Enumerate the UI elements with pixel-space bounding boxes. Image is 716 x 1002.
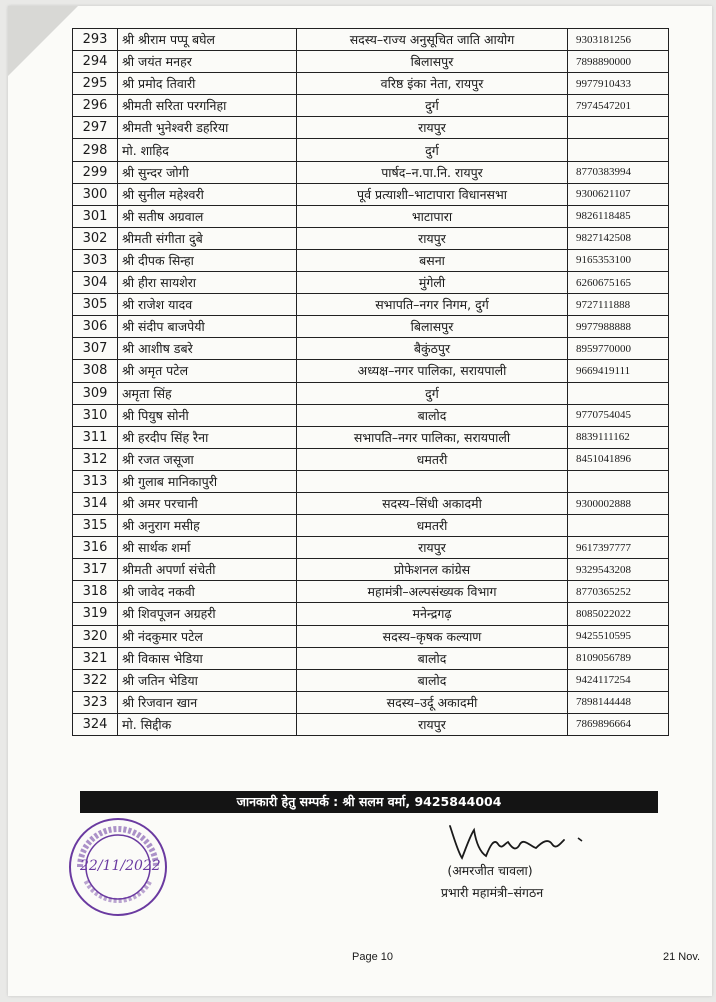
phone-cell: 9300621107 (568, 183, 669, 205)
serial-number-cell: 293 (73, 29, 118, 51)
serial-number-cell: 323 (73, 691, 118, 713)
place-cell: रायपुर (297, 227, 568, 249)
phone-cell: 9617397777 (568, 537, 669, 559)
table-row (73, 713, 669, 735)
place-cell: दुर्ग (297, 382, 568, 404)
serial-number-cell: 301 (73, 205, 118, 227)
phone-cell: 9977988888 (568, 316, 669, 338)
phone-cell: 9770754045 (568, 404, 669, 426)
place-cell: सभापति–नगर निगम, दुर्ग (297, 294, 568, 316)
table-row (73, 647, 669, 669)
name-cell: श्री अमृत पटेल (118, 360, 297, 382)
serial-number-cell: 318 (73, 581, 118, 603)
place-cell: दुर्ग (297, 95, 568, 117)
table-row (73, 29, 669, 51)
place-cell: पूर्व प्रत्याशी–भाटापारा विधानसभा (297, 183, 568, 205)
table-row (73, 205, 669, 227)
phone-cell: 9669419111 (568, 360, 669, 382)
name-cell: श्री अमर परचानी (118, 492, 297, 514)
handwritten-signature (440, 818, 610, 868)
table-row (73, 73, 669, 95)
serial-number-cell: 302 (73, 227, 118, 249)
phone-cell: 6260675165 (568, 272, 669, 294)
table-row (73, 691, 669, 713)
place-cell: बिलासपुर (297, 316, 568, 338)
serial-number-cell: 322 (73, 669, 118, 691)
table-row (73, 183, 669, 205)
place-cell: बसना (297, 249, 568, 271)
serial-number-cell: 297 (73, 117, 118, 139)
place-cell: वरिष्ठ इंका नेता, रायपुर (297, 73, 568, 95)
place-cell: अध्यक्ष–नगर पालिका, सरायपाली (297, 360, 568, 382)
place-cell: मनेन्द्रगढ़ (297, 603, 568, 625)
table-row (73, 227, 669, 249)
table-row (73, 537, 669, 559)
serial-number-cell: 320 (73, 625, 118, 647)
name-cell: मो. शाहिद (118, 139, 297, 161)
name-cell: श्री राजेश यादव (118, 294, 297, 316)
place-cell: सदस्य–उर्दू अकादमी (297, 691, 568, 713)
phone-cell: 8109056789 (568, 647, 669, 669)
place-cell: सभापति–नगर पालिका, सरायपाली (297, 426, 568, 448)
place-cell: बिलासपुर (297, 51, 568, 73)
place-cell: रायपुर (297, 537, 568, 559)
phone-cell: 9977910433 (568, 73, 669, 95)
table-row (73, 161, 669, 183)
phone-cell: 9727111888 (568, 294, 669, 316)
phone-cell: 9303181256 (568, 29, 669, 51)
table-row (73, 625, 669, 647)
name-cell: श्री दीपक सिन्हा (118, 249, 297, 271)
stamp-date: 22/11/2022 (80, 858, 161, 874)
name-cell: श्री सार्थक शर्मा (118, 537, 297, 559)
name-cell: श्री हीरा सायशेरा (118, 272, 297, 294)
place-cell: बालोद (297, 647, 568, 669)
serial-number-cell: 315 (73, 515, 118, 537)
place-cell: बैकुंठपुर (297, 338, 568, 360)
phone-cell: 9425510595 (568, 625, 669, 647)
table-row (73, 382, 669, 404)
place-cell: महामंत्री–अल्पसंख्यक विभाग (297, 581, 568, 603)
table-row (73, 95, 669, 117)
serial-number-cell: 311 (73, 426, 118, 448)
phone-cell (568, 117, 669, 139)
serial-number-cell: 310 (73, 404, 118, 426)
name-cell: श्री पियुष सोनी (118, 404, 297, 426)
serial-number-cell: 317 (73, 559, 118, 581)
phone-cell: 7974547201 (568, 95, 669, 117)
serial-number-cell: 299 (73, 161, 118, 183)
name-cell: श्री सुनील महेश्वरी (118, 183, 297, 205)
phone-cell: 8770365252 (568, 581, 669, 603)
place-cell: बालोद (297, 404, 568, 426)
phone-cell (568, 382, 669, 404)
serial-number-cell: 321 (73, 647, 118, 669)
table-row (73, 581, 669, 603)
table-row (73, 470, 669, 492)
phone-cell (568, 515, 669, 537)
phone-cell: 7898890000 (568, 51, 669, 73)
serial-number-cell: 306 (73, 316, 118, 338)
place-cell: भाटापारा (297, 205, 568, 227)
place-cell: धमतरी (297, 515, 568, 537)
place-cell: सदस्य–कृषक कल्याण (297, 625, 568, 647)
serial-number-cell: 309 (73, 382, 118, 404)
name-cell: श्री रजत जसूजा (118, 448, 297, 470)
name-cell: श्री नंदकुमार पटेल (118, 625, 297, 647)
phone-cell: 7898144448 (568, 691, 669, 713)
phone-cell (568, 139, 669, 161)
page-fold-corner (8, 6, 78, 76)
table-row (73, 249, 669, 271)
table-row (73, 51, 669, 73)
place-cell: सदस्य–राज्य अनुसूचित जाति आयोग (297, 29, 568, 51)
name-cell: श्री जतिन भेडिया (118, 669, 297, 691)
place-cell: प्रोफेशनल कांग्रेस (297, 559, 568, 581)
serial-number-cell: 308 (73, 360, 118, 382)
name-cell: श्री अनुराग मसीह (118, 515, 297, 537)
table-row (73, 404, 669, 426)
name-cell: श्री सतीष अग्रवाल (118, 205, 297, 227)
name-cell: श्री श्रीराम पप्पू बघेल (118, 29, 297, 51)
contact-bar: जानकारी हेतु सम्पर्क : श्री सलम वर्मा, 9425844004 (80, 791, 658, 813)
name-cell: श्री शिवपूजन अग्रहरी (118, 603, 297, 625)
table-row (73, 272, 669, 294)
phone-cell: 8451041896 (568, 448, 669, 470)
phone-cell (568, 470, 669, 492)
place-cell (297, 470, 568, 492)
serial-number-cell: 304 (73, 272, 118, 294)
name-cell: श्री जावेद नकवी (118, 581, 297, 603)
footer-date: 21 Nov. (663, 951, 701, 963)
phone-cell: 9300002888 (568, 492, 669, 514)
place-cell: बालोद (297, 669, 568, 691)
name-cell: मो. सिद्दीक (118, 713, 297, 735)
name-cell: श्री संदीप बाजपेयी (118, 316, 297, 338)
table-row (73, 669, 669, 691)
phone-cell: 9826118485 (568, 205, 669, 227)
serial-number-cell: 312 (73, 448, 118, 470)
place-cell: रायपुर (297, 117, 568, 139)
serial-number-cell: 294 (73, 51, 118, 73)
phone-cell: 9329543208 (568, 559, 669, 581)
name-cell: श्री हरदीप सिंह रैना (118, 426, 297, 448)
phone-cell: 9165353100 (568, 249, 669, 271)
serial-number-cell: 324 (73, 713, 118, 735)
table-row (73, 515, 669, 537)
serial-number-cell: 296 (73, 95, 118, 117)
table-row (73, 360, 669, 382)
name-cell: श्री रिजवान खान (118, 691, 297, 713)
phone-cell: 9827142508 (568, 227, 669, 249)
serial-number-cell: 307 (73, 338, 118, 360)
place-cell: रायपुर (297, 713, 568, 735)
name-cell: श्री प्रमोद तिवारी (118, 73, 297, 95)
signatory-name: (अमरजीत चावला) (447, 863, 533, 878)
phone-cell: 8085022022 (568, 603, 669, 625)
member-table (72, 28, 669, 736)
name-cell: श्री जयंत मनहर (118, 51, 297, 73)
serial-number-cell: 300 (73, 183, 118, 205)
table-row (73, 448, 669, 470)
table-row (73, 426, 669, 448)
name-cell: श्री गुलाब मानिकापुरी (118, 470, 297, 492)
name-cell: श्रीमती सरिता परगनिहा (118, 95, 297, 117)
table-row (73, 316, 669, 338)
serial-number-cell: 298 (73, 139, 118, 161)
phone-cell: 8959770000 (568, 338, 669, 360)
place-cell: मुंगेली (297, 272, 568, 294)
serial-number-cell: 295 (73, 73, 118, 95)
name-cell: श्री सुन्दर जोगी (118, 161, 297, 183)
serial-number-cell: 303 (73, 249, 118, 271)
member-table-body (73, 29, 669, 736)
table-row (73, 139, 669, 161)
place-cell: दुर्ग (297, 139, 568, 161)
table-row (73, 492, 669, 514)
name-cell: श्री आशीष डबरे (118, 338, 297, 360)
place-cell: धमतरी (297, 448, 568, 470)
phone-cell: 8839111162 (568, 426, 669, 448)
serial-number-cell: 313 (73, 470, 118, 492)
table-row (73, 603, 669, 625)
phone-cell: 7869896664 (568, 713, 669, 735)
signatory-designation: प्रभारी महामंत्री–संगठन (440, 885, 544, 900)
phone-cell: 8770383994 (568, 161, 669, 183)
name-cell: श्री विकास भेडिया (118, 647, 297, 669)
page-number: Page 10 (352, 951, 393, 963)
name-cell: श्रीमती भुनेश्वरी डहरिया (118, 117, 297, 139)
name-cell: श्रीमती संगीता दुबे (118, 227, 297, 249)
name-cell: अमृता सिंह (118, 382, 297, 404)
serial-number-cell: 319 (73, 603, 118, 625)
table-row (73, 559, 669, 581)
serial-number-cell: 314 (73, 492, 118, 514)
name-cell: श्रीमती अपर्णा संचेती (118, 559, 297, 581)
serial-number-cell: 305 (73, 294, 118, 316)
table-row (73, 294, 669, 316)
table-row (73, 117, 669, 139)
place-cell: पार्षद–न.पा.नि. रायपुर (297, 161, 568, 183)
serial-number-cell: 316 (73, 537, 118, 559)
phone-cell: 9424117254 (568, 669, 669, 691)
place-cell: सदस्य–सिंधी अकादमी (297, 492, 568, 514)
table-row (73, 338, 669, 360)
